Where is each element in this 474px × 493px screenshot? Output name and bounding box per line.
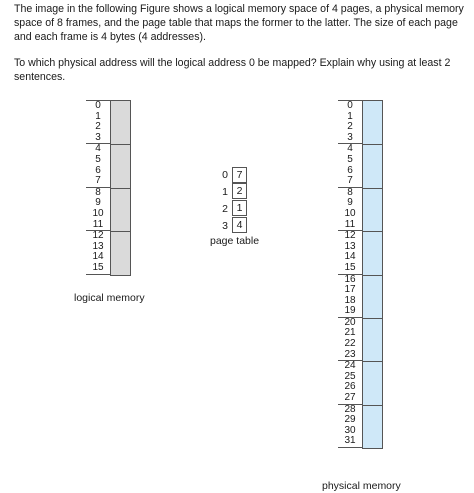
address-label: 3 [95, 131, 101, 143]
memory-frame-cell [111, 101, 130, 144]
address-group [338, 360, 362, 403]
question-paragraph-prompt: To which physical address will the logical address 0 be mapped? Explain why using at least 2 sentences. [14, 56, 451, 83]
address-label: 8 [95, 186, 101, 198]
address-label: 18 [344, 294, 356, 306]
address-label: 7 [347, 175, 353, 187]
address-label: 5 [347, 153, 353, 165]
address-label: 24 [344, 360, 356, 372]
memory-frame-cell [363, 405, 382, 448]
address-label: 15 [344, 261, 356, 273]
page-table-caption: page table [210, 235, 260, 247]
address-label: 4 [95, 143, 101, 155]
address-label: 13 [92, 240, 104, 252]
memory-frame-cell [111, 188, 130, 231]
address-label: 12 [92, 230, 104, 242]
address-group [86, 143, 110, 186]
memory-frame-cell [363, 101, 382, 144]
frame-number: 7 [232, 167, 247, 183]
page-table-row [218, 183, 247, 200]
address-label: 5 [95, 153, 101, 165]
logical-address-column [86, 100, 110, 275]
physical-address-column [338, 100, 362, 448]
frame-number: 1 [232, 200, 247, 216]
address-label: 0 [95, 100, 101, 111]
page-number: 1 [222, 185, 228, 198]
frame-number: 4 [232, 217, 247, 233]
address-label: 10 [92, 207, 104, 219]
memory-frame-cell [363, 188, 382, 231]
address-label: 27 [344, 392, 356, 404]
address-group [338, 274, 362, 317]
logical-page-column [110, 100, 131, 276]
question-paragraph-intro: The image in the following Figure shows a logical memory space of 4 pages, a physical memory space of 8 frames, and the page table that maps the former to the latter. The size of each page and each frame is 4 bytes (4 addresses). [14, 3, 464, 44]
address-group [338, 187, 362, 230]
address-label: 14 [344, 251, 356, 263]
memory-frame-cell [111, 231, 130, 274]
address-label: 23 [344, 348, 356, 360]
address-label: 10 [344, 207, 356, 219]
address-label: 13 [344, 240, 356, 252]
address-label: 9 [95, 197, 101, 209]
physical-frame-column [362, 100, 383, 449]
memory-frame-cell [363, 144, 382, 187]
memory-frame-cell [111, 144, 130, 187]
address-label: 30 [344, 424, 356, 436]
address-label: 20 [344, 316, 356, 328]
address-group [338, 317, 362, 360]
address-label: 14 [92, 251, 104, 263]
page-number: 0 [222, 168, 228, 181]
address-label: 19 [344, 305, 356, 317]
address-label: 12 [344, 230, 356, 242]
logical-memory-caption: logical memory [74, 292, 145, 304]
question-text [14, 2, 464, 95]
address-label: 7 [95, 175, 101, 187]
address-label: 21 [344, 327, 356, 339]
page-table-row [218, 217, 247, 234]
address-label: 0 [347, 100, 353, 111]
page-number: 3 [222, 219, 228, 232]
address-label: 11 [344, 218, 356, 230]
page-table-row [218, 200, 247, 217]
address-group [86, 100, 110, 143]
address-label: 16 [344, 273, 356, 285]
address-group [338, 100, 362, 143]
address-label: 15 [92, 261, 104, 273]
address-label: 17 [344, 284, 356, 296]
address-label: 6 [347, 164, 353, 176]
physical-memory-caption: physical memory [322, 480, 401, 492]
page-table-row [218, 166, 247, 183]
address-group [86, 230, 110, 274]
address-label: 4 [347, 143, 353, 155]
address-label: 2 [347, 121, 353, 133]
address-label: 1 [95, 110, 101, 122]
memory-frame-cell [363, 361, 382, 404]
address-label: 28 [344, 403, 356, 415]
address-label: 9 [347, 197, 353, 209]
memory-frame-cell [363, 318, 382, 361]
address-label: 25 [344, 370, 356, 382]
address-label: 11 [92, 218, 104, 230]
memory-frame-cell [363, 231, 382, 274]
address-label: 6 [95, 164, 101, 176]
address-label: 1 [347, 110, 353, 122]
memory-frame-cell [363, 275, 382, 318]
address-group [338, 230, 362, 273]
address-label: 3 [347, 131, 353, 143]
address-group [86, 187, 110, 230]
address-label: 31 [344, 435, 356, 447]
address-group [338, 143, 362, 186]
address-label: 22 [344, 338, 356, 350]
page-number: 2 [222, 202, 228, 215]
frame-number: 2 [232, 183, 247, 199]
address-label: 2 [95, 121, 101, 133]
address-group [338, 404, 362, 448]
address-label: 8 [347, 186, 353, 198]
address-label: 29 [344, 414, 356, 426]
address-label: 26 [344, 381, 356, 393]
page-table [218, 166, 247, 234]
